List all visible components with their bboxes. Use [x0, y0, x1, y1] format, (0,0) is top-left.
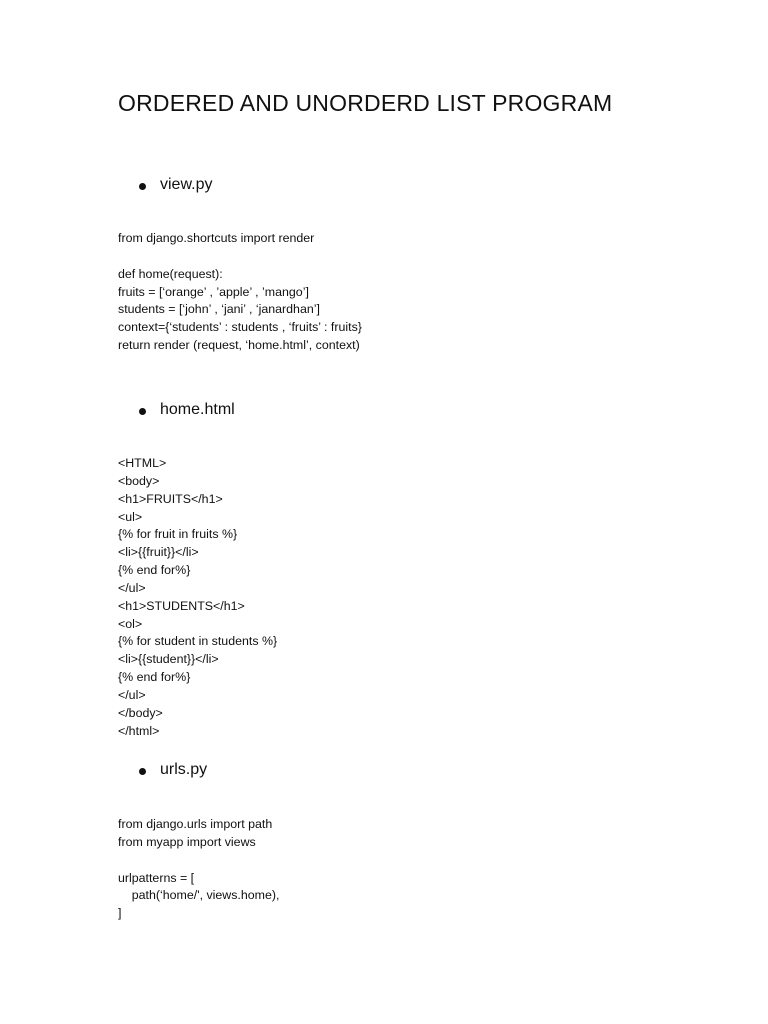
code-line: from django.shortcuts import render	[118, 231, 315, 245]
code-line: <ol>	[118, 616, 143, 631]
code-line: urlpatterns = [	[118, 870, 195, 885]
code-line: {% for student in students %}	[118, 634, 278, 649]
code-line: return render (request, ‘home.html’, context)	[118, 338, 360, 353]
code-line: <HTML>	[118, 456, 167, 470]
code-line: <li>{{fruit}}</li>	[118, 545, 199, 560]
code-line: </ul>	[118, 580, 146, 595]
code-line: {% end for%}	[118, 563, 191, 578]
code-line: fruits = [‘orange’ , ’apple’ , ’mango’]	[118, 284, 309, 299]
code-line: context={‘students’ : students , ‘fruits’ : fruits}	[118, 320, 362, 335]
code-line: <body>	[118, 473, 160, 488]
code-line: <h1>STUDENTS</h1>	[118, 598, 245, 613]
code-line: <h1>FRUITS</h1>	[118, 491, 223, 506]
bullet-icon	[139, 768, 146, 775]
code-line: from myapp import views	[118, 834, 256, 849]
code-line: students = [‘john’ , ‘jani’ , ‘janardhan’]	[118, 302, 320, 317]
page-title: ORDERED AND UNORDERD LIST PROGRAM	[118, 90, 613, 116]
bullet-icon	[139, 408, 146, 415]
code-line: <li>{{student}}</li>	[118, 652, 219, 667]
code-block-view-py	[118, 230, 362, 355]
section-heading-label: view.py	[160, 176, 213, 193]
code-line	[118, 852, 279, 870]
code-block-home-html	[118, 455, 277, 741]
code-line: </ul>	[118, 687, 146, 702]
section-heading-label: home.html	[160, 401, 235, 418]
code-line: {% for fruit in fruits %}	[118, 527, 238, 542]
bullet-icon	[139, 183, 146, 190]
code-line: def home(request):	[118, 266, 223, 281]
code-line: </body>	[118, 705, 163, 720]
code-line: </html>	[118, 723, 160, 738]
code-line	[118, 248, 362, 266]
code-block-urls-py	[118, 816, 279, 923]
code-line: <ul>	[118, 509, 143, 524]
code-line: {% end for%}	[118, 670, 191, 685]
section-heading-label: urls.py	[160, 761, 208, 778]
code-line: ]	[118, 906, 122, 921]
code-line: from django.urls import path	[118, 817, 273, 831]
code-line: path(‘home/', views.home),	[118, 888, 280, 903]
